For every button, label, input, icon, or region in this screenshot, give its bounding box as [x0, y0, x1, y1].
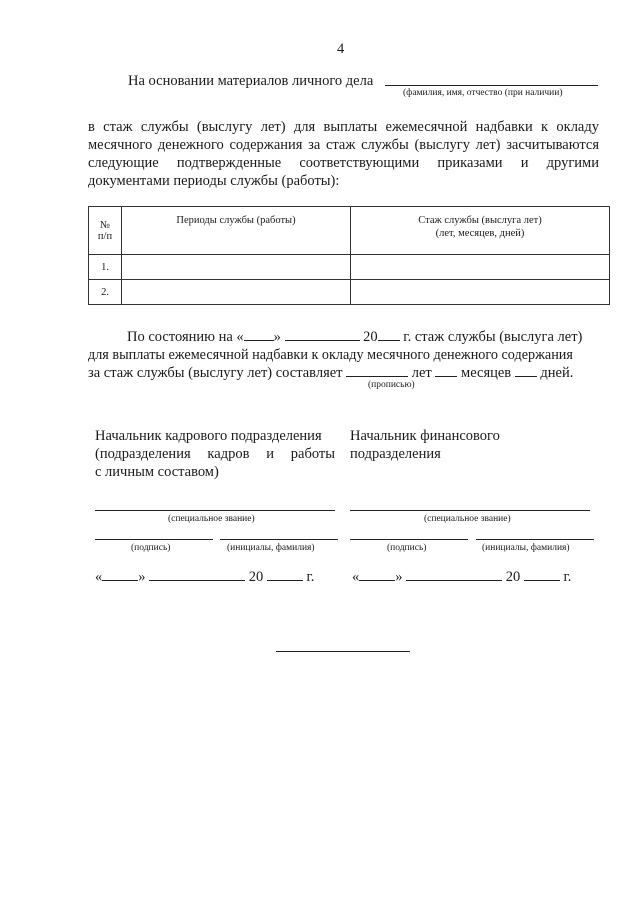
col-periods-header — [122, 207, 351, 255]
row-period-cell[interactable] — [122, 255, 351, 280]
hr-date-close: » — [138, 569, 146, 585]
finance-date-close: » — [395, 569, 403, 585]
intro-line-3: следующие подтвержденные соответствующими приказами и другими — [88, 155, 599, 171]
status-tail-text: г. стаж службы (выслуга лет) — [403, 329, 583, 345]
finance-head-title-line-2: подразделения — [350, 446, 441, 462]
finance-name-caption: (инициалы, фамилия) — [482, 543, 570, 553]
intro-line-1: в стаж службы (выслугу лет) для выплаты ежемесячной надбавки к окладу — [88, 119, 599, 135]
hr-date-year-field[interactable] — [267, 568, 303, 581]
finance-rank-field[interactable] — [350, 510, 590, 511]
full-name-field[interactable] — [385, 85, 598, 86]
status-line-3 — [88, 364, 573, 383]
row-stazh-cell[interactable] — [351, 255, 610, 280]
end-divider — [276, 651, 410, 652]
status-days-field[interactable] — [515, 364, 537, 377]
full-name-caption: (фамилия, имя, отчество (при наличии) — [403, 88, 563, 98]
finance-date-line — [352, 568, 571, 587]
col-number-header — [89, 207, 122, 255]
col-periods-header-label: Периоды службы (работы) — [176, 215, 296, 226]
finance-name-field[interactable] — [476, 539, 594, 540]
status-quote-close: » — [273, 329, 281, 345]
col-stazh-header-line-2: (лет, месяцев, дней) — [435, 228, 525, 239]
hr-date-year-prefix: 20 — [248, 569, 264, 585]
hr-rank-field[interactable] — [95, 510, 335, 511]
finance-signature-caption: (подпись) — [387, 543, 427, 553]
row-stazh-cell[interactable] — [351, 280, 610, 305]
status-year-field[interactable] — [378, 328, 400, 341]
table-row — [89, 255, 610, 280]
status-as-of-label: По состоянию на « — [127, 329, 244, 345]
personal-file-label: На основании материалов личного дела — [128, 73, 374, 89]
page-number: 4 — [337, 41, 345, 57]
hr-signature-caption: (подпись) — [131, 543, 171, 553]
status-day-field[interactable] — [244, 328, 274, 341]
table-header-row — [89, 207, 610, 255]
intro-line-4: документами периоды службы (работы): — [88, 173, 340, 189]
table-row — [89, 280, 610, 305]
finance-head-title-line-1: Начальник финансового — [350, 428, 500, 444]
finance-date-month-field[interactable] — [406, 568, 502, 581]
finance-date-suffix: г. — [563, 569, 572, 585]
hr-date-suffix: г. — [306, 569, 315, 585]
status-month-field[interactable] — [285, 328, 360, 341]
finance-date-year-prefix: 20 — [505, 569, 521, 585]
row-number: 1. — [89, 255, 122, 280]
hr-date-day-field[interactable] — [102, 568, 138, 581]
status-line-2: для выплаты ежемесячной надбавки к окладу месячного денежного содержания — [88, 347, 573, 363]
hr-date-month-field[interactable] — [149, 568, 245, 581]
status-amount-label: за стаж службы (выслугу лет) составляет — [88, 365, 343, 381]
status-days-label: дней. — [540, 365, 574, 381]
finance-date-day-field[interactable] — [359, 568, 395, 581]
hr-head-title-line-1: Начальник кадрового подразделения — [95, 428, 322, 444]
status-year-prefix: 20 — [363, 329, 378, 345]
finance-date-year-field[interactable] — [524, 568, 560, 581]
finance-rank-caption: (специальное звание) — [424, 514, 511, 524]
hr-name-caption: (инициалы, фамилия) — [227, 543, 315, 553]
finance-signature-field[interactable] — [350, 539, 468, 540]
status-words-caption: (прописью) — [368, 380, 415, 390]
col-stazh-header-line-1: Стаж службы (выслуга лет) — [418, 215, 542, 226]
col-number-header-line-1: № — [99, 219, 111, 231]
hr-name-field[interactable] — [220, 539, 338, 540]
col-stazh-header — [351, 207, 610, 255]
hr-head-title-line-2: (подразделения кадров и работы — [95, 446, 335, 462]
hr-date-line — [95, 568, 314, 587]
row-number: 2. — [89, 280, 122, 305]
status-months-label: месяцев — [461, 365, 512, 381]
status-line-1 — [127, 328, 582, 347]
hr-head-title-line-3: с личным составом) — [95, 464, 219, 480]
status-amount-field[interactable] — [346, 364, 408, 377]
service-periods-table — [88, 206, 610, 305]
status-months-field[interactable] — [435, 364, 457, 377]
hr-signature-field[interactable] — [95, 539, 213, 540]
status-years-label: лет — [411, 365, 432, 381]
col-number-header-line-2: п/п — [97, 230, 113, 242]
row-period-cell[interactable] — [122, 280, 351, 305]
intro-line-2: месячного денежного содержания за стаж службы (выслугу лет) засчитываются — [88, 137, 599, 153]
hr-date-open: « — [95, 569, 103, 585]
finance-date-open: « — [352, 569, 360, 585]
hr-rank-caption: (специальное звание) — [168, 514, 255, 524]
